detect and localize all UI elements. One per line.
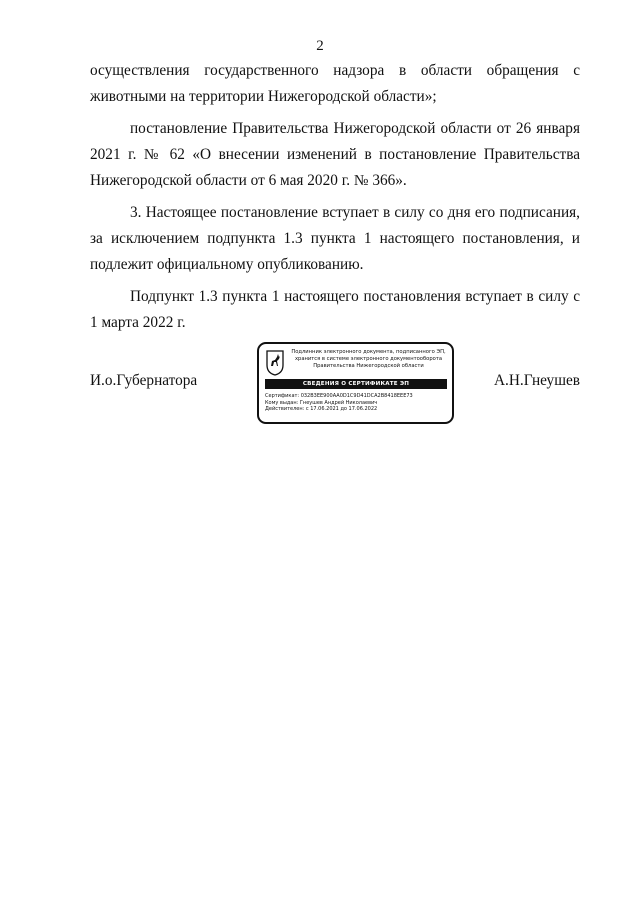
certificate-validity: Действителен: с 17.06.2021 до 17.06.2022	[265, 406, 378, 412]
paragraph-effective-date: 3. Настоящее постановление вступает в силу со дня его подписания, за исключением подпункта 1.3 пункта 1 настоящего постановления, и подлежит официальному опубликованию.	[90, 204, 580, 273]
certificate-number: Сертификат: 032B3EE900AA0D1C9D41DCA2B8418EEE73	[265, 393, 413, 399]
stamp-banner: СВЕДЕНИЯ О СЕРТИФИКАТЕ ЭП	[265, 379, 447, 389]
paragraph-subclause-effective: Подпункт 1.3 пункта 1 настоящего постановления вступает в силу с 1 марта 2022 г.	[90, 288, 580, 331]
deer-coat-of-arms-icon	[265, 350, 285, 376]
stamp-header-text: Подлинник электронного документа, подписанного ЭП, хранится в системе электронного документооборота Правительства Нижегородской области	[291, 349, 446, 369]
signatory-position: И.о.Губернатора	[90, 372, 198, 389]
electronic-signature-stamp	[257, 342, 454, 424]
signatory-name: А.Н.Гнеушев	[493, 372, 580, 389]
paragraph-resolution-reference: постановление Правительства Нижегородской области от 26 января 2021 г. № 62 «О внесении изменений в постановление Правительства Нижегородской области от 6 мая 2020 г. № 366».	[90, 120, 580, 189]
certificate-owner: Кому выдан: Гнеушев Андрей Николаевич	[265, 399, 378, 406]
document-body	[90, 58, 580, 342]
page-number: 2	[316, 38, 324, 54]
paragraph-continuation: осуществления государственного надзора в области обращения с животными на территории Нижегородской области»;	[90, 62, 580, 105]
signature-block	[90, 342, 580, 428]
stamp-certificate-details	[265, 393, 413, 413]
